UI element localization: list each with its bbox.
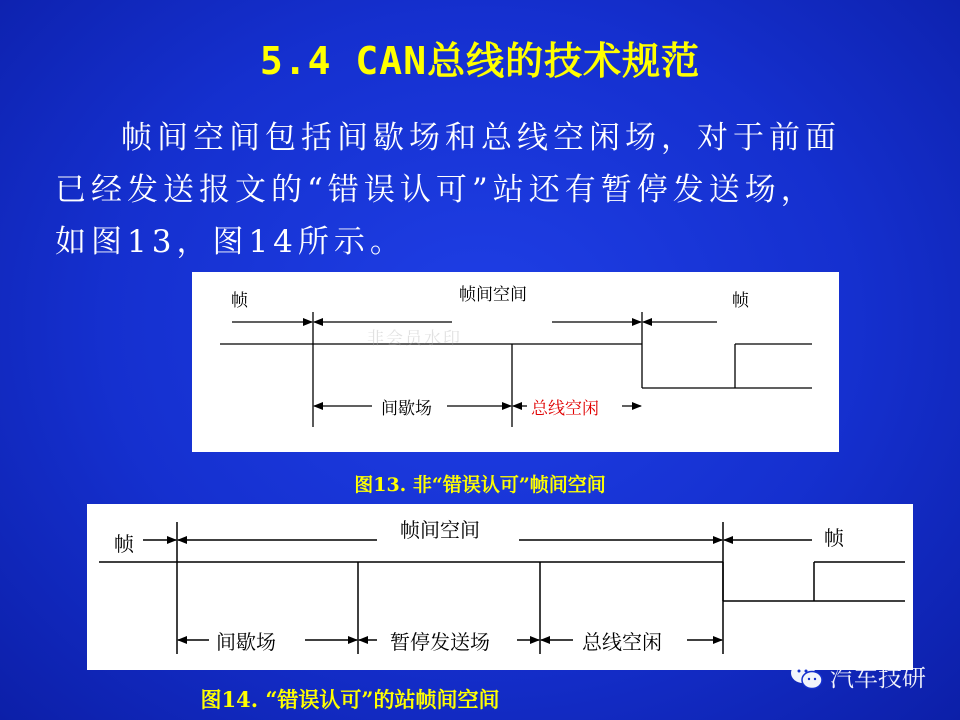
label-interframe-space: 帧间空间 — [397, 514, 483, 543]
label-frame-left: 帧 — [111, 528, 137, 557]
label-interframe-space: 帧间空间 — [456, 280, 530, 305]
figure-13-caption: 图13. 非“错误认可”帧间空间 — [354, 474, 606, 496]
figure-14-lines — [87, 504, 913, 670]
paragraph-line-2: 已经发送报文的“错误认可”站还有暂停发送场， — [55, 172, 817, 208]
paragraph-line-3: 如图13，图14所示。 — [55, 224, 406, 260]
label-suspend-transmission: 暂停发送场 — [387, 626, 493, 655]
paragraph-line-1: 帧间空间包括间歇场和总线空闲场，对于前面 — [121, 120, 841, 156]
label-frame-left: 帧 — [228, 286, 251, 311]
body-paragraph — [55, 112, 925, 268]
slide-title: 5.4 CAN总线的技术规范 — [259, 39, 701, 83]
brand-name: 汽车技研 — [830, 664, 926, 692]
label-bus-idle: 总线空闲 — [528, 394, 602, 419]
label-frame-right: 帧 — [821, 522, 847, 551]
label-bus-idle: 总线空闲 — [579, 626, 665, 655]
figure-14-caption: 图14. “错误认可”的站帧间空间 — [200, 687, 500, 712]
wechat-icon — [790, 661, 824, 691]
figure-13-diagram — [192, 272, 839, 452]
label-intermission: 间歇场 — [213, 626, 279, 655]
label-intermission: 间歇场 — [378, 394, 435, 419]
label-frame-right: 帧 — [729, 286, 752, 311]
watermark-text: 非会员水印 — [367, 329, 462, 349]
figure-14-diagram — [87, 504, 913, 670]
brand-watermark — [790, 658, 926, 693]
